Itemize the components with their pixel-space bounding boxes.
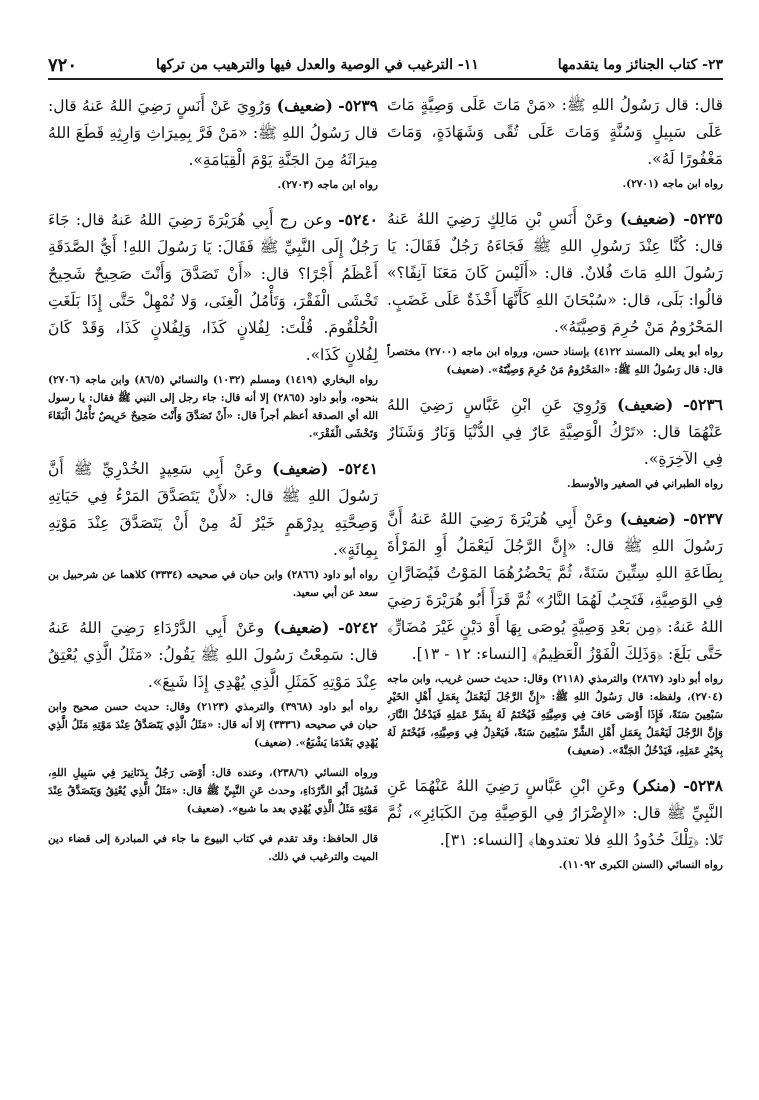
hadith-reference: رواه أبو داود (٣٩٦٨) والترمذي (٢١٢٣) وقال: حديث حسن صحيح وابن حبان في صحيحه (٣٣٣٦) إلا أنه قال: «مَثَلُ الَّذِي يَتَصَدَّقُ عِنْدَ مَوْتِهِ مَثَلُ الَّذِي يُهْدِي بَعْدَمَا يَشْبَعُ». (ضعيف) [48,701,378,749]
hadith-entry [48,614,378,752]
header-book-title: ٢٣- كتاب الجنائز وما يتقدمها [557,57,723,73]
hadith-body: وعَنْ أَبِي سَعِيدٍ الخُدْرِيِّ ﷺ أَنَّ رَسُولَ اللهِ ﷺ قال: «لأَنْ يَتَصَدَّقَ المَرْءُ فِي حَيَاتِهِ وَصِحَّتِهِ بِدِرْهَمٍ خَيْرٌ لَهُ مِنْ أَنْ يَتَصَدَّقَ عِنْدَ مَوْتِهِ بِمِائَةٍ». [48,460,378,559]
page-number: ٧٢٠ [48,54,78,76]
hadith-text [48,614,378,696]
hadith-body: وعَنْ أَبِي هُرَيْرَةَ رَضِيَ اللهُ عَنهُ أَنَّ رَسُولَ اللهِ ﷺ قال: «إِنَّ الرَّجُلَ لَيَعْمَلُ أَوِ المَرْأَةَ بِطَاعَةِ اللهِ سِتِّينَ سَنَةً، ثُمَّ يَحْضُرُهُمَا المَوْتُ فَيُضَارَّانِ فِي الوَصِيَّةِ، فَتَجِبُ لَهُمَا النَّارُ» ثُمَّ قَرَأَ أَبُو هُرَيْرَةَ رَضِيَ اللهُ عَنهُ: ﴿مِن بَعْدِ وَصِيَّةٍ يُوصَى بِهَا أَوْ دَيْنٍ غَيْرَ مُضَارٍّ﴾ حَتَّى بَلَغَ: ﴿وَذَلِكَ الْفَوْزُ الْعَظِيمُ﴾ [النساء: ١٢ - ١٣]. [387,510,723,663]
hadith-reference: رواه أبو داود (٢٨٦٦) وابن حبان في صحيحه (٣٣٣٤) كلاهما عن شرحبيل بن سعد عن أبي سعيد. [48,569,378,599]
page-header [48,52,723,80]
hadith-grade: (ضعيف) [619,509,676,528]
hadith-entry [387,205,723,379]
hadith-entry [387,772,723,874]
hadith-text [48,206,378,369]
hadith-number: ٥٢٤٠- [338,210,378,229]
right-column [387,92,723,1060]
hadith-text [387,772,723,854]
hadith-number: ٥٢٣٥- [683,209,723,228]
hadith-text [387,505,723,668]
hadith-grade: (منكر) [631,776,677,795]
hadith-body: وعَنِ ابْنِ عَبَّاسٍ رَضِيَ اللهُ عَنْهُمَا عَنِ النَّبِيِّ ﷺ قال: «الإِضْرَارُ فِي الوَصِيَّةِ مِنَ الكَبَائِرِ»، ثُمَّ تَلا: ﴿تِلْكَ حُدُودُ اللهِ فلا تعتدوها﴾ [النساء: ٣١]. [387,777,723,849]
hadith-reference: قال الحافظ: وقد تقدم في كتاب البيوع ما جاء في المبادرة إلى قضاء دين الميت والترغيب في ذلك. [48,833,378,863]
hadith-reference: رواه أبو داود (٢٨٦٧) والترمذي (٢١١٨) وقال: حديث حسن غريب، وابن ماجه (٢٧٠٤)، ولفظه: قال رَسُولُ اللهِ ﷺ: «إِنَّ الرَّجُلَ لَيَعْمَلُ بِعَمَلِ أَهْلِ الخَيْرِ سَبْعِينَ سَنَةً، فَإِذَا أَوْصَى حَافَ فِي وَصِيَّتِهِ فَيُخْتَمُ لَهُ بِشَرِّ عَمَلِهِ فَيَدْخُلُ النَّارَ، وَإِنَّ الرَّجُلَ لَيَعْمَلُ بِعَمَلِ أَهْلِ الشَّرِّ سَبْعِينَ سَنَةً، فَيَعْدِلُ فِي وَصِيَّتِهِ، فَيُخْتَمُ لَهُ بِخَيْرِ عَمَلِهِ، فَيَدْخُلُ الجَنَّةَ». (ضعيف) [387,673,723,757]
hadith-grade: (ضعيف) [273,618,330,637]
hadith-reference: رواه أبو يعلى (المسند ٤١٢٢) بإسناد حسن، ورواه ابن ماجه (٢٧٠٠) مختصراً قال: قال رَسُولُ اللهِ ﷺ: «المَحْرُومُ مَنْ حُرِمَ وَصِيَّتَهُ». (ضعيف) [387,346,723,376]
hadith-body: وعن رج أَبِي هُرَيْرَةَ رَضِيَ اللهُ عَنهُ قال: جَاءَ رَجُلٌ إِلَى النَّبِيِّ ﷺ فَقَالَ: يَا رَسُولَ اللهِ! أَيُّ الصَّدَقَةِ أَعْظَمُ أَجْرًا؟ قال: «أَنْ تَصَدَّقَ وَأَنْتَ صَحِيحٌ شَحِيحٌ تَخْشَى الْفَقْرَ، وَتَأْمُلُ الْغِنَى، وَلا تُمْهِلْ حَتَّى إِذَا بَلَغَتِ الْحُلْقُومَ. قُلْتَ: لِفُلانٍ كَذَا، وَلِفُلانٍ كَذَا، وَقَدْ كَانَ لِفُلانٍ كَذَا». [48,211,378,364]
hadith-entry [387,505,723,760]
hadith-number: ٥٢٤١- [338,459,378,478]
hadith-entry [48,92,378,194]
hadith-text [387,205,723,341]
hadith-text [387,92,723,173]
hadith-number: ٥٢٤٢- [338,618,378,637]
hadith-reference: رواه الطبراني في الصغير والأوسط. [567,478,723,490]
hadith-entry [48,206,378,443]
hadith-reference: رواه ابن ماجه (٢٧٠١). [622,178,723,190]
hadith-reference: رواه البخاري (١٤١٩) ومسلم (١٠٣٢) والنسائي (٨٦/٥) وابن ماجه (٢٧٠٦) بنحوه، وأبو داود (٢٨٦٥) إلا أنه قال: جاء رجل إلى النبي ﷺ فقال: يا رسول الله أي الصدقة أعظم أجراً قال: «أَنْ تَصَدَّقَ وَأَنْتَ صَحِيحٌ حَرِيصٌ تَأْمُلُ الْبَقَاءَ وَتَخْشَى الْفَقْرَ». [48,374,378,440]
hadith-number: ٥٢٣٩- [338,96,378,115]
hadith-body: وعَنْ أَنَسِ بْنِ مَالِكٍ رَضِيَ اللهُ عَنهُ قال: كُنَّا عِنْدَ رَسُولِ اللهِ ﷺ فَجَاءَهُ رَجُلٌ فَقَالَ: يَا رَسُولَ اللهِ مَاتَ فُلانٌ. قال: «أَلَيْسَ كَانَ مَعَنَا آنِفًا؟» قالُوا: بَلَى، قال: «سُبْحَانَ اللهِ كَأَنَّهَا أَخْذَةٌ عَلَى غَضَبٍ. المَحْرُومُ مَنْ حُرِمَ وَصِيَّتَهُ». [387,210,723,336]
hadith-entry [48,830,378,866]
hadith-text [387,391,723,473]
hadith-body: وَرُوِيَ عَنْ أَنَسٍ رَضِيَ اللهُ عَنهُ قال: قال رَسُولُ اللهِ ﷺ: «مَنْ فَرَّ بِمِيرَاثِ وَارِثِهِ قَطَعَ اللهُ مِيرَاثَهُ مِنَ الجَنَّةِ يَوْمَ الْقِيَامَةِ». [48,97,378,169]
hadith-reference: رواه ابن ماجه (٢٧٠٣). [277,179,378,191]
hadith-reference: رواه النسائي (السنن الكبرى ١١٠٩٢). [558,859,723,871]
hadith-grade: (ضعيف) [619,209,676,228]
hadith-number: ٥٢٣٨- [683,776,723,795]
hadith-body: قال: قال رَسُولُ اللهِ ﷺ: «مَنْ مَاتَ عَلَى وَصِيَّةٍ مَاتَ عَلَى سَبِيلٍ وَسُنَّةٍ وَمَاتَ عَلَى تُقًى وَشَهَادَةٍ، وَمَاتَ مَغْفُورًا لَهُ». [387,96,723,168]
hadith-entry [387,391,723,493]
hadith-text [48,455,378,564]
header-chapter-title: ١١- الترغيب في الوصية والعدل فيها والترهيب من تركها [155,57,479,73]
hadith-entry [48,455,378,602]
hadith-text [48,92,378,174]
hadith-number: ٥٢٣٦- [683,395,723,414]
hadith-body: وعَنْ أَبِي الدَّرْدَاءِ رَضِيَ اللهُ عَنهُ قال: سَمِعْتُ رَسُولَ اللهِ ﷺ يَقُولُ: «مَثَلُ الَّذِي يُعْتِقُ عِنْدَ مَوْتِهِ كَمَثَلِ الَّذِي يُهْدِي إِذَا شَبِعَ». [48,619,378,691]
left-column [48,92,378,1060]
hadith-body: وَرُوِيَ عَنِ ابْنِ عَبَّاسٍ رَضِيَ اللهُ عَنْهُمَا قال: «تَرْكُ الْوَصِيَّةِ عَارٌ فِي الدُّنْيَا وَنَارٌ وَشَنَارٌ فِي الآخِرَةِ». [387,396,723,468]
hadith-reference: ورواه النسائي (٢٣٨/٦)، وعنده قال: أَوْصَى رَجُلٌ بِدَنَانِيرَ فِي سَبِيلِ اللهِ، فَسُئِلَ أَبُو الدَّرْدَاءِ، وحدث عَنِ النَّبِيِّ ﷺ قال: «مَثَلُ الَّذِي يُعْتِقُ وَيَتَصَدَّقُ عِنْدَ مَوْتِهِ مَثَلُ الَّذِي يُهْدِي بعد ما شبع». (ضعيف) [48,767,378,815]
hadith-grade: (ضعيف) [272,459,329,478]
hadith-grade: (ضعيف) [617,395,674,414]
hadith-grade: (ضعيف) [276,96,333,115]
hadith-entry [48,764,378,818]
hadith-number: ٥٢٣٧- [683,509,723,528]
hadith-entry [387,92,723,193]
